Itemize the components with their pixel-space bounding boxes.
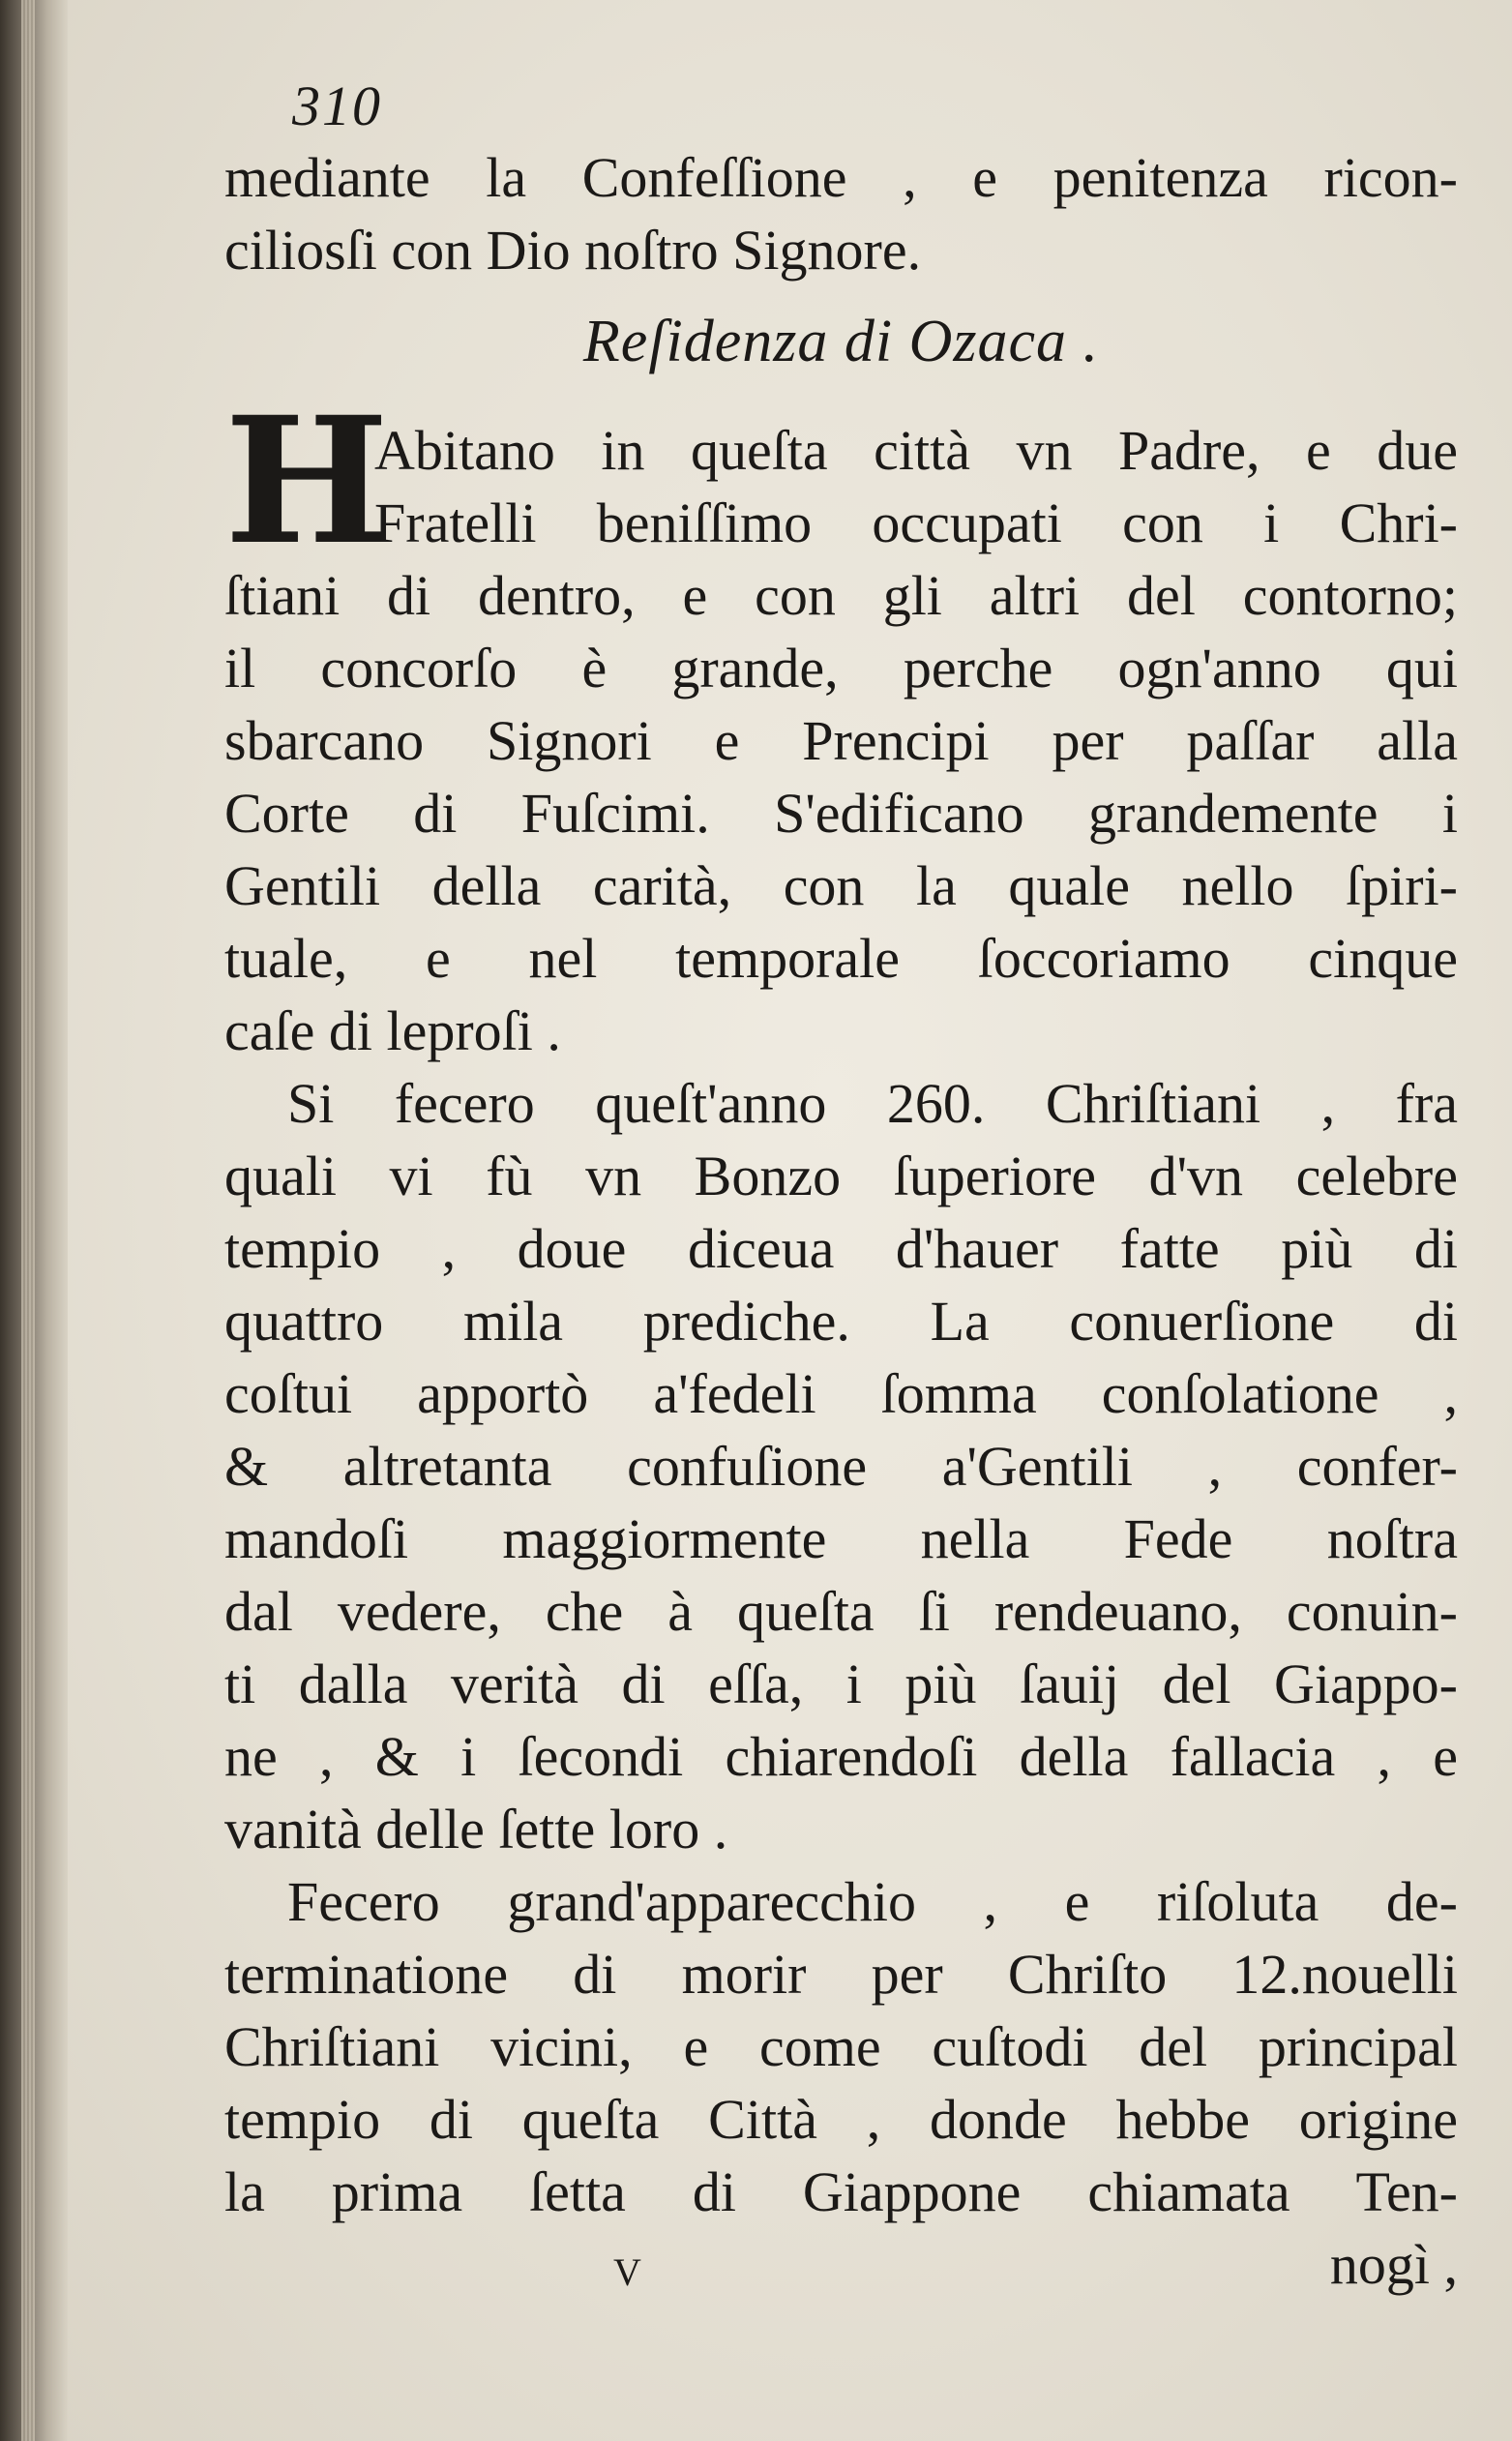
text-line: ſtiani di dentro, e con gli altri del contorno; [224,564,1458,627]
text-line: Gentili della carità, con la quale nello ſpiri- [224,854,1458,917]
catchword-row [224,2228,1458,2306]
text-block [224,74,1458,2306]
text-line: terminatione di morir per Chriſto 12.nouelli [224,1943,1458,2006]
text-line: vanità delle ſette loro . [224,1798,728,1861]
text-line: & altretanta confuſione a'Gentili , confer- [224,1435,1458,1498]
text-line: tempio , doue diceua d'hauer fatte più di [224,1217,1458,1280]
drop-capital: H [224,379,390,583]
text-line: sbarcano Signori e Prencipi per paſſar alla [224,709,1458,772]
text-line: il concorſo è grande, perche ogn'anno qui [224,637,1458,700]
text-line: Abitano in queſta città vn Padre, e due [374,419,1458,482]
signature-mark: V [613,2250,641,2294]
text-line: Chriſtiani vicini, e come cuſtodi del principal [224,2015,1458,2078]
text-line: caſe di leproſi . [224,999,561,1062]
paragraph-1 [224,379,1458,1067]
text-line: mandoſi maggiormente nella Fede noſtra [224,1507,1458,1570]
text-line: dal vedere, che à queſta ſi rendeuano, conuin- [224,1580,1458,1643]
text-line: tempio di queſta Città , donde hebbe origine [224,2088,1458,2151]
text-line: Corte di Fuſcimi. S'edificano grandemente i [224,782,1458,845]
text-line: ti dalla verità di eſſa, i più ſauij del Giappo- [224,1652,1458,1715]
text-line: quattro mila prediche. La conuerſione di [224,1290,1458,1353]
page-number: 310 [292,74,382,137]
text-line: Si fecero queſt'anno 260. Chriſtiani , fra [287,1072,1458,1135]
text-line: Fecero grand'apparecchio , e riſoluta de- [287,1870,1458,1933]
text-line: ne , & i ſecondi chiarendoſi della fallacia , e [224,1725,1458,1788]
text-line: coſtui apportò a'fedeli ſomma conſolatione , [224,1362,1458,1425]
section-heading: Reſidenza di Ozaca . [582,309,1100,374]
text-line: Fratelli beniſſimo occupati con i Chri- [374,491,1458,554]
text-line: la prima ſetta di Giappone chiamata Ten- [224,2160,1458,2223]
paragraph-3 [224,1865,1458,2228]
text-line: mediante la Confeſſione , e penitenza ricon- [224,146,1458,209]
text-line: ciliosſi con Dio noſtro Signore. [224,219,922,282]
page-edges [21,0,35,2441]
text-line: tuale, e nel temporale ſoccoriamo cinque [224,927,1458,990]
catchword: nogì , [1329,2233,1458,2296]
text-line: quali vi fù vn Bonzo ſuperiore d'vn celebre [224,1145,1458,1207]
paragraph-2 [224,1067,1458,1865]
